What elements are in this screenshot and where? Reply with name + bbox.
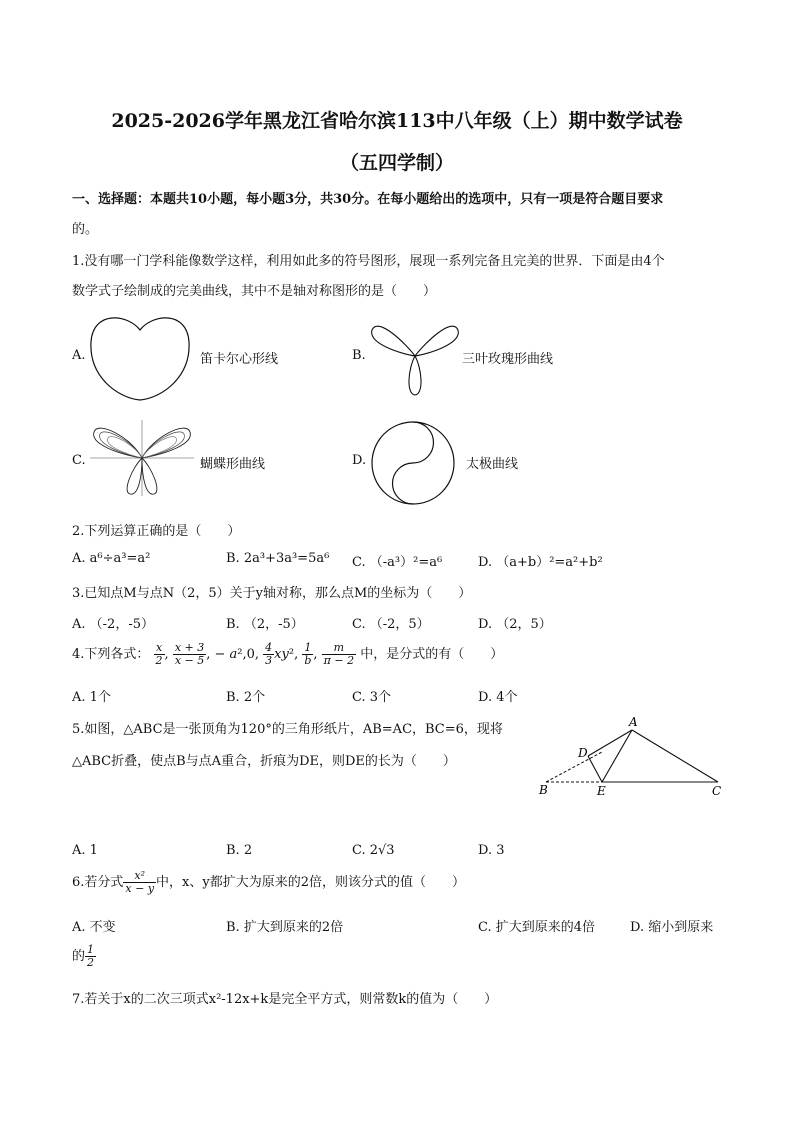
q1-option-b-label: 三叶玫瑰形曲线 [462,352,554,367]
q4-option-b: B. 2个 [226,690,266,705]
figure-label-d: D [578,746,588,760]
q3-option-b: B. （2，-5） [226,617,304,632]
q1-option-d-label: 太极曲线 [466,457,519,472]
exam-subtitle: （五四学制） [339,152,454,174]
figure-label-e: E [597,784,606,798]
q5-option-d: D. 3 [478,843,505,858]
three-leaf-rose-icon [368,314,462,396]
cardioid-heart-icon [88,312,192,402]
q2-option-a: A. a⁶÷a³=a² [72,551,151,566]
section-header: 一、选择题：本题共10小题，每小题3分，共30分。在每小题给出的选项中，只有一项是符合题目要求 [72,192,664,207]
q4-expr-6: $\frac{m}{\pi - 2}$ [323,641,355,667]
q7-stem: 7.若关于x的二次三项式x²-12x+k是完全平方式，则常数k的值为（ ） [72,992,498,1007]
q6-option-d-cont [72,944,96,969]
q4-option-d: D. 4个 [478,690,518,705]
q5-option-a: A. 1 [72,843,98,858]
q6-option-d-tail: 的 [72,949,86,964]
butterfly-curve-icon [88,418,196,498]
q2-option-b: B. 2a³+3a³=5a⁶ [226,551,330,566]
q5-option-b: B. 2 [226,843,253,858]
q4-option-a: A. 1个 [72,690,111,705]
q3-option-c: C. （-2，5） [352,617,430,632]
q6-option-b: B. 扩大到原来的2倍 [226,920,344,935]
q1-stem-cont: 数学式子绘制成的完美曲线，其中不是轴对称图形的是（ ） [72,284,437,299]
q4-expr-5: $\frac{1}{b}$ [304,641,312,667]
q6-fraction: $\frac{\text{x²}}{x - y}$ [125,869,155,895]
triangle-fold-figure [532,712,732,804]
figure-label-a: A [629,715,638,729]
q4-option-c: C. 3个 [352,690,392,705]
q4-expr-1: $\frac{x}{2}$ [155,641,163,667]
q4-stem: 4.下列各式： $\frac{x}{2}$ , $\frac{x + 3}{x - 5}$ , − a²,0, $\frac{4}{3}$ xy², $\frac{1}{b}$ , $\frac{m}{\pi - 2}$ 中，是分式的有（ ） [72,641,504,667]
q1-option-c-label: 蝴蝶形曲线 [200,457,266,472]
q6-suffix: 中，x、y都扩大为原来的2倍，则该分式的值（ ） [156,875,465,890]
q4-expr-2: $\frac{x + 3}{x - 5}$ [174,641,205,667]
q5-stem-cont: △ABC折叠，使点B与点A重合，折痕为DE，则DE的长为（ ） [72,754,456,769]
q4-suffix: 中，是分式的有（ ） [360,647,504,662]
figure-label-b: B [539,783,548,797]
q5-option-c: C. 2√3 [352,843,395,858]
section-header-cont: 的。 [72,222,99,237]
q4-prefix: 4.下列各式： [72,647,150,662]
q4-expr-4: $\frac{4}{3}$ [265,641,273,667]
q6-option-c: C. 扩大到原来的4倍 [478,920,596,935]
exam-title: 2025-2026学年黑龙江省哈尔滨113中八年级（上）期中数学试卷 [111,110,683,132]
q6-stem [72,870,465,895]
q1-option-d-letter: D. [352,453,367,468]
q3-option-d: D. （2，5） [478,617,552,632]
q1-option-b-letter: B. [352,348,366,363]
q6-option-a: A. 不变 [72,920,116,935]
q4-expr-3: − a²,0, [214,647,260,662]
q1-option-a-letter: A. [72,348,86,363]
q6-half-fraction: $\frac{1}{2}$ [87,943,95,969]
taiji-curve-icon [370,420,456,506]
q1-option-c-letter: C. [72,453,86,468]
q2-option-d: D. （a+b）²=a²+b² [478,555,603,570]
figure-label-c: C [712,784,722,798]
q1-stem: 1.没有哪一门学科能像数学这样，利用如此多的符号图形，展现一系列完备且完美的世界．下面是由4个 [72,254,665,269]
q2-option-c: C. （-a³）²=a⁶ [352,555,443,570]
q6-option-d: D. 缩小到原来 [630,920,714,935]
q5-stem: 5.如图，△ABC是一张顶角为120°的三角形纸片，AB=AC，BC=6，现将 [72,722,503,737]
q6-prefix: 6.若分式 [72,875,124,890]
q2-stem: 2.下列运算正确的是（ ） [72,524,241,539]
q3-option-a: A. （-2，-5） [72,617,154,632]
q1-option-a-label: 笛卡尔心形线 [200,352,279,367]
q3-stem: 3.已知点M与点N（2，5）关于y轴对称，那么点M的坐标为（ ） [72,586,472,601]
